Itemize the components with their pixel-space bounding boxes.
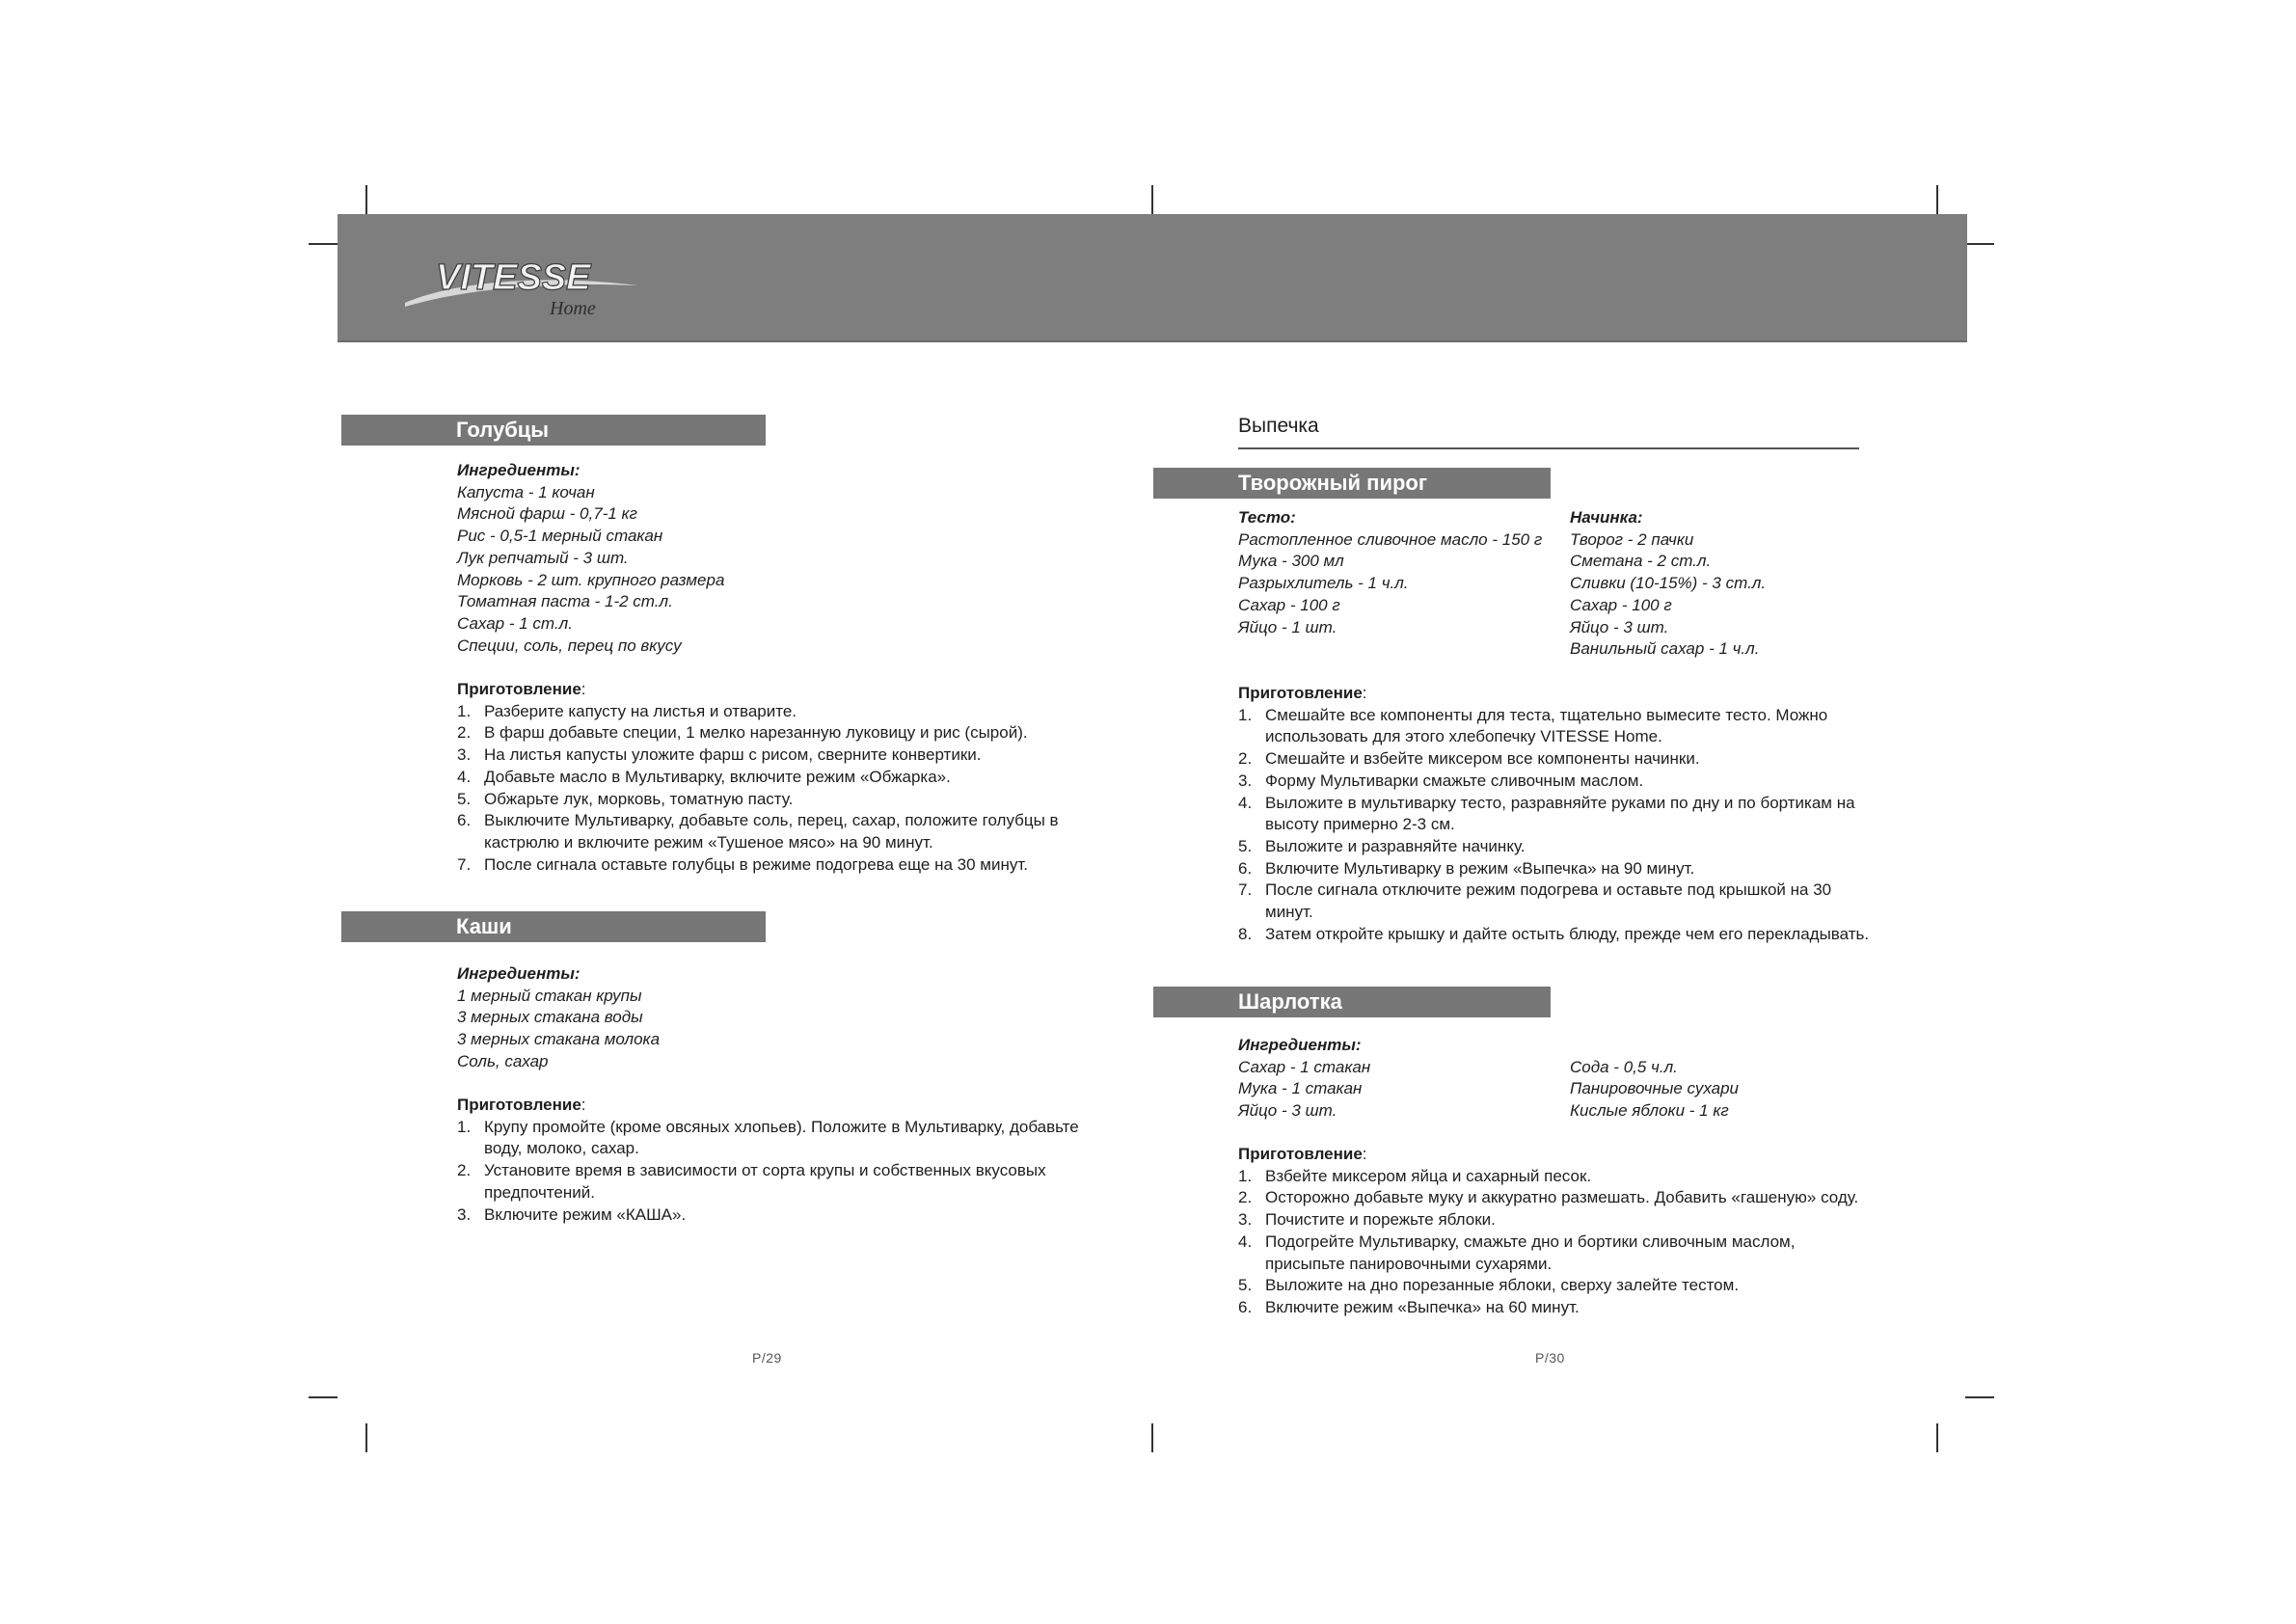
prep-heading — [1238, 683, 1913, 705]
step-text: Включите режим «Выпечка» на 60 минут. — [1265, 1297, 1580, 1316]
step-number: 5. — [1238, 1276, 1253, 1295]
prep-label: Приготовление — [1238, 684, 1363, 702]
step-text: Смешайте и взбейте миксером все компоненты начинки. — [1265, 749, 1700, 769]
step-number: 2. — [1238, 1188, 1253, 1207]
step-number: 3. — [1238, 771, 1253, 790]
ingredient: Яйцо - 1 шт. — [1238, 617, 1337, 636]
crop-mark — [1936, 1423, 1938, 1452]
step — [1238, 836, 1913, 858]
ingredient: Ванильный сахар - 1 ч.л. — [1570, 639, 1760, 659]
step — [1238, 924, 1913, 946]
step — [457, 1204, 1094, 1227]
prep-colon: : — [1362, 684, 1367, 702]
prep-heading — [457, 679, 1094, 701]
step — [1238, 1297, 1913, 1319]
step-text-cont: предпочтений. — [484, 1182, 595, 1202]
prep-colon: : — [581, 1096, 586, 1114]
steps-list — [1238, 705, 1913, 946]
section-title: Творожный пирог — [1238, 471, 1428, 495]
steps-list — [457, 701, 1094, 877]
ingredient: Соль, сахар — [457, 1051, 549, 1070]
step-number: 2. — [1238, 749, 1253, 769]
step — [457, 1117, 1094, 1160]
step-text: Подогрейте Мультиварку, смажьте дно и бортики сливочным маслом, — [1265, 1232, 1796, 1251]
filling-label: Начинка: — [1570, 508, 1643, 527]
crop-mark — [1151, 1423, 1153, 1452]
step-text: Крупу промойте (кроме овсяных хлопьев). Положите в Мультиварку, добавьте — [484, 1117, 1079, 1136]
ingredients-label: Ингредиенты: — [1238, 1036, 1362, 1054]
step — [457, 767, 1094, 789]
ingredient: 3 мерных стакана воды — [457, 1008, 643, 1027]
step-number: 6. — [1238, 1297, 1253, 1316]
ingredient: Кислые яблоки - 1 кг — [1570, 1101, 1729, 1121]
step-text: Включите Мультиварку в режим «Выпечка» на 90 минут. — [1265, 858, 1695, 878]
ingredient: Сметана - 2 ст.л. — [1570, 552, 1712, 571]
steps-list — [457, 1117, 1094, 1227]
section-title: Голубцы — [456, 418, 550, 442]
step-text-cont: воду, молоко, сахар. — [484, 1139, 639, 1158]
section-bar-tvorozhny — [1153, 468, 1551, 499]
ingredient: Сахар - 100 г — [1238, 595, 1340, 614]
step-text: На листья капусты уложите фарш с рисом, сверните конвертики. — [484, 745, 982, 765]
sharlotka-ingredients-col1 — [1238, 1035, 1566, 1123]
step-text-cont: использовать для этого хлебопечку VITESSE Home. — [1265, 727, 1662, 746]
section-bar-golubtsy — [341, 415, 766, 446]
step-text: Выложите в мультиварку тесто, разравняйте руками по дну и по бортикам на — [1265, 793, 1855, 812]
step-text: Обжарьте лук, морковь, томатную пасту. — [484, 789, 794, 808]
step — [1238, 771, 1913, 793]
sharlotka-ingredients-col2 — [1570, 1057, 1859, 1123]
page-number: P/30 — [1535, 1350, 1565, 1366]
step-text: Затем откройте крышку и дайте остыть блюду, прежде чем его перекладывать. — [1265, 924, 1870, 943]
step — [457, 701, 1094, 723]
crop-mark — [1965, 243, 1994, 245]
ingredient: Рис - 0,5-1 мерный стакан — [457, 527, 663, 546]
step-text: Форму Мультиварки смажьте сливочным маслом. — [1265, 771, 1644, 790]
vitesse-logo — [397, 253, 648, 320]
step-number: 4. — [1238, 1232, 1253, 1251]
step-text: Смешайте все компоненты для теста, тщательно вымесите тесто. Можно — [1265, 705, 1828, 724]
step-number: 1. — [457, 701, 472, 720]
step — [457, 744, 1094, 767]
ingredient: Сахар - 1 ст.л. — [457, 613, 573, 633]
step-text: В фарш добавьте специи, 1 мелко нарезанную луковицу и рис (сырой). — [484, 723, 1028, 743]
step — [457, 854, 1094, 877]
crop-mark — [309, 243, 338, 245]
step — [1238, 858, 1913, 880]
step-number: 2. — [457, 1161, 472, 1180]
step — [457, 722, 1094, 744]
steps-list — [1238, 1166, 1913, 1319]
ingredient: Специи, соль, перец по вкусу — [457, 636, 682, 655]
ingredient: Морковь - 2 шт. крупного размера — [457, 570, 725, 589]
section-bar-kashi — [341, 911, 766, 942]
step-number: 2. — [457, 723, 472, 743]
ingredient: Панировочные сухари — [1570, 1079, 1740, 1098]
section-title: Шарлотка — [1238, 989, 1342, 1014]
step-text: Осторожно добавьте муку и аккуратно размешать. Добавить «гашеную» соду. — [1265, 1188, 1859, 1207]
category-divider — [1238, 447, 1859, 449]
step-number: 5. — [457, 789, 472, 808]
crop-mark — [1965, 1396, 1994, 1398]
ingredient: Сливки (10-15%) - 3 ст.л. — [1570, 574, 1767, 593]
ingredient: Разрыхлитель - 1 ч.л. — [1238, 574, 1409, 593]
sharlotka-preparation — [1238, 1144, 1913, 1319]
step — [457, 1160, 1094, 1204]
step — [457, 789, 1094, 811]
prep-label: Приготовление — [1238, 1145, 1363, 1163]
ingredient: Яйцо - 3 шт. — [1570, 617, 1669, 636]
tvorozhny-preparation — [1238, 683, 1913, 945]
crop-mark — [309, 1396, 338, 1398]
ingredient: Яйцо - 3 шт. — [1238, 1101, 1337, 1121]
step-text: После сигнала отключите режим подогрева и оставьте под крышкой на 30 — [1265, 880, 1832, 900]
step — [1238, 1187, 1913, 1209]
ingredient: 1 мерный стакан крупы — [457, 986, 642, 1005]
svg-text:Home: Home — [550, 298, 596, 319]
ingredient: Томатная паста - 1-2 ст.л. — [457, 592, 673, 611]
dough-label: Тесто: — [1238, 508, 1296, 527]
step-number: 4. — [457, 767, 472, 786]
step-text: Добавьте масло в Мультиварку, включите режим «Обжарка». — [484, 767, 951, 786]
step-text: Выложите и разравняйте начинку. — [1265, 836, 1526, 855]
step-text-cont: высоту примерно 2-3 см. — [1265, 815, 1455, 834]
ingredient: Лук репчатый - 3 шт. — [457, 548, 629, 567]
step-number: 8. — [1238, 924, 1253, 943]
step-text: Выложите на дно порезанные яблоки, сверху залейте тестом. — [1265, 1276, 1740, 1295]
section-title: Каши — [456, 914, 512, 938]
kashi-preparation — [457, 1095, 1094, 1226]
crop-mark — [365, 185, 367, 214]
section-bar-sharlotka — [1153, 987, 1551, 1017]
tvorozhny-dough — [1238, 507, 1566, 638]
prep-label: Приготовление — [457, 1096, 581, 1114]
step — [1238, 1166, 1913, 1188]
step-number: 7. — [1238, 880, 1253, 900]
ingredient: Мясной фарш - 0,7-1 кг — [457, 504, 637, 524]
kashi-ingredients — [457, 963, 1074, 1073]
prep-label: Приготовление — [457, 680, 581, 698]
ingredient: Сахар - 1 стакан — [1238, 1057, 1371, 1076]
svg-text:VITESSE: VITESSE — [436, 257, 591, 298]
prep-colon: : — [1362, 1145, 1367, 1163]
step — [1238, 880, 1913, 923]
prep-colon: : — [581, 680, 586, 698]
tvorozhny-filling — [1570, 507, 1859, 661]
golubtsy-ingredients — [457, 460, 1074, 657]
step-number: 1. — [1238, 1166, 1253, 1185]
step-text: Включите режим «КАША». — [484, 1204, 687, 1224]
step-number: 1. — [1238, 705, 1253, 724]
ingredient: Капуста - 1 кочан — [457, 482, 595, 501]
ingredients-label: Ингредиенты: — [457, 461, 581, 479]
step — [1238, 1275, 1913, 1297]
step-text: Установите время в зависимости от сорта крупы и собственных вкусовых — [484, 1161, 1046, 1180]
step-number: 3. — [457, 1204, 472, 1224]
step-number: 4. — [1238, 793, 1253, 812]
golubtsy-preparation — [457, 679, 1094, 876]
page-number: P/29 — [752, 1350, 782, 1366]
step-number: 3. — [457, 745, 472, 765]
step-text: Выключите Мультиварку, добавьте соль, перец, сахар, положите голубцы в — [484, 811, 1059, 830]
step — [1238, 793, 1913, 836]
category-title: Выпечка — [1238, 415, 1319, 437]
crop-mark — [1936, 185, 1938, 214]
ingredient: Сахар - 100 г — [1570, 595, 1672, 614]
step-number: 7. — [457, 854, 472, 874]
crop-mark — [1151, 185, 1153, 214]
step-number: 6. — [457, 811, 472, 830]
ingredient: 3 мерных стакана молока — [457, 1030, 661, 1049]
prep-heading — [1238, 1144, 1913, 1166]
step — [1238, 1232, 1913, 1275]
step-number: 1. — [457, 1117, 472, 1136]
ingredient: Растопленное сливочное масло - 150 г — [1238, 529, 1543, 549]
step-text-cont: минут. — [1265, 903, 1313, 922]
header-band — [338, 214, 1967, 342]
prep-heading — [457, 1095, 1094, 1117]
step-text: Взбейте миксером яйца и сахарный песок. — [1265, 1166, 1592, 1185]
step-text-cont: присыпьте панировочными сухарями. — [1265, 1254, 1553, 1273]
step — [1238, 748, 1913, 771]
step-number: 3. — [1238, 1210, 1253, 1230]
step-text: Разберите капусту на листья и отварите. — [484, 701, 797, 720]
ingredient: Творог - 2 пачки — [1570, 529, 1694, 549]
step-text: Почистите и порежьте яблоки. — [1265, 1210, 1496, 1230]
ingredients-label: Ингредиенты: — [457, 964, 581, 983]
ingredient: Мука - 300 мл — [1238, 552, 1344, 571]
step — [457, 810, 1094, 853]
ingredient: Сода - 0,5 ч.л. — [1570, 1057, 1678, 1076]
crop-mark — [365, 1423, 367, 1452]
step-number: 6. — [1238, 858, 1253, 878]
step — [1238, 705, 1913, 748]
step — [1238, 1209, 1913, 1232]
step-text: После сигнала оставьте голубцы в режиме подогрева еще на 30 минут. — [484, 854, 1028, 874]
ingredient: Мука - 1 стакан — [1238, 1079, 1363, 1098]
step-number: 5. — [1238, 836, 1253, 855]
step-text-cont: кастрюлю и включите режим «Тушеное мясо» на 90 минут. — [484, 832, 933, 852]
